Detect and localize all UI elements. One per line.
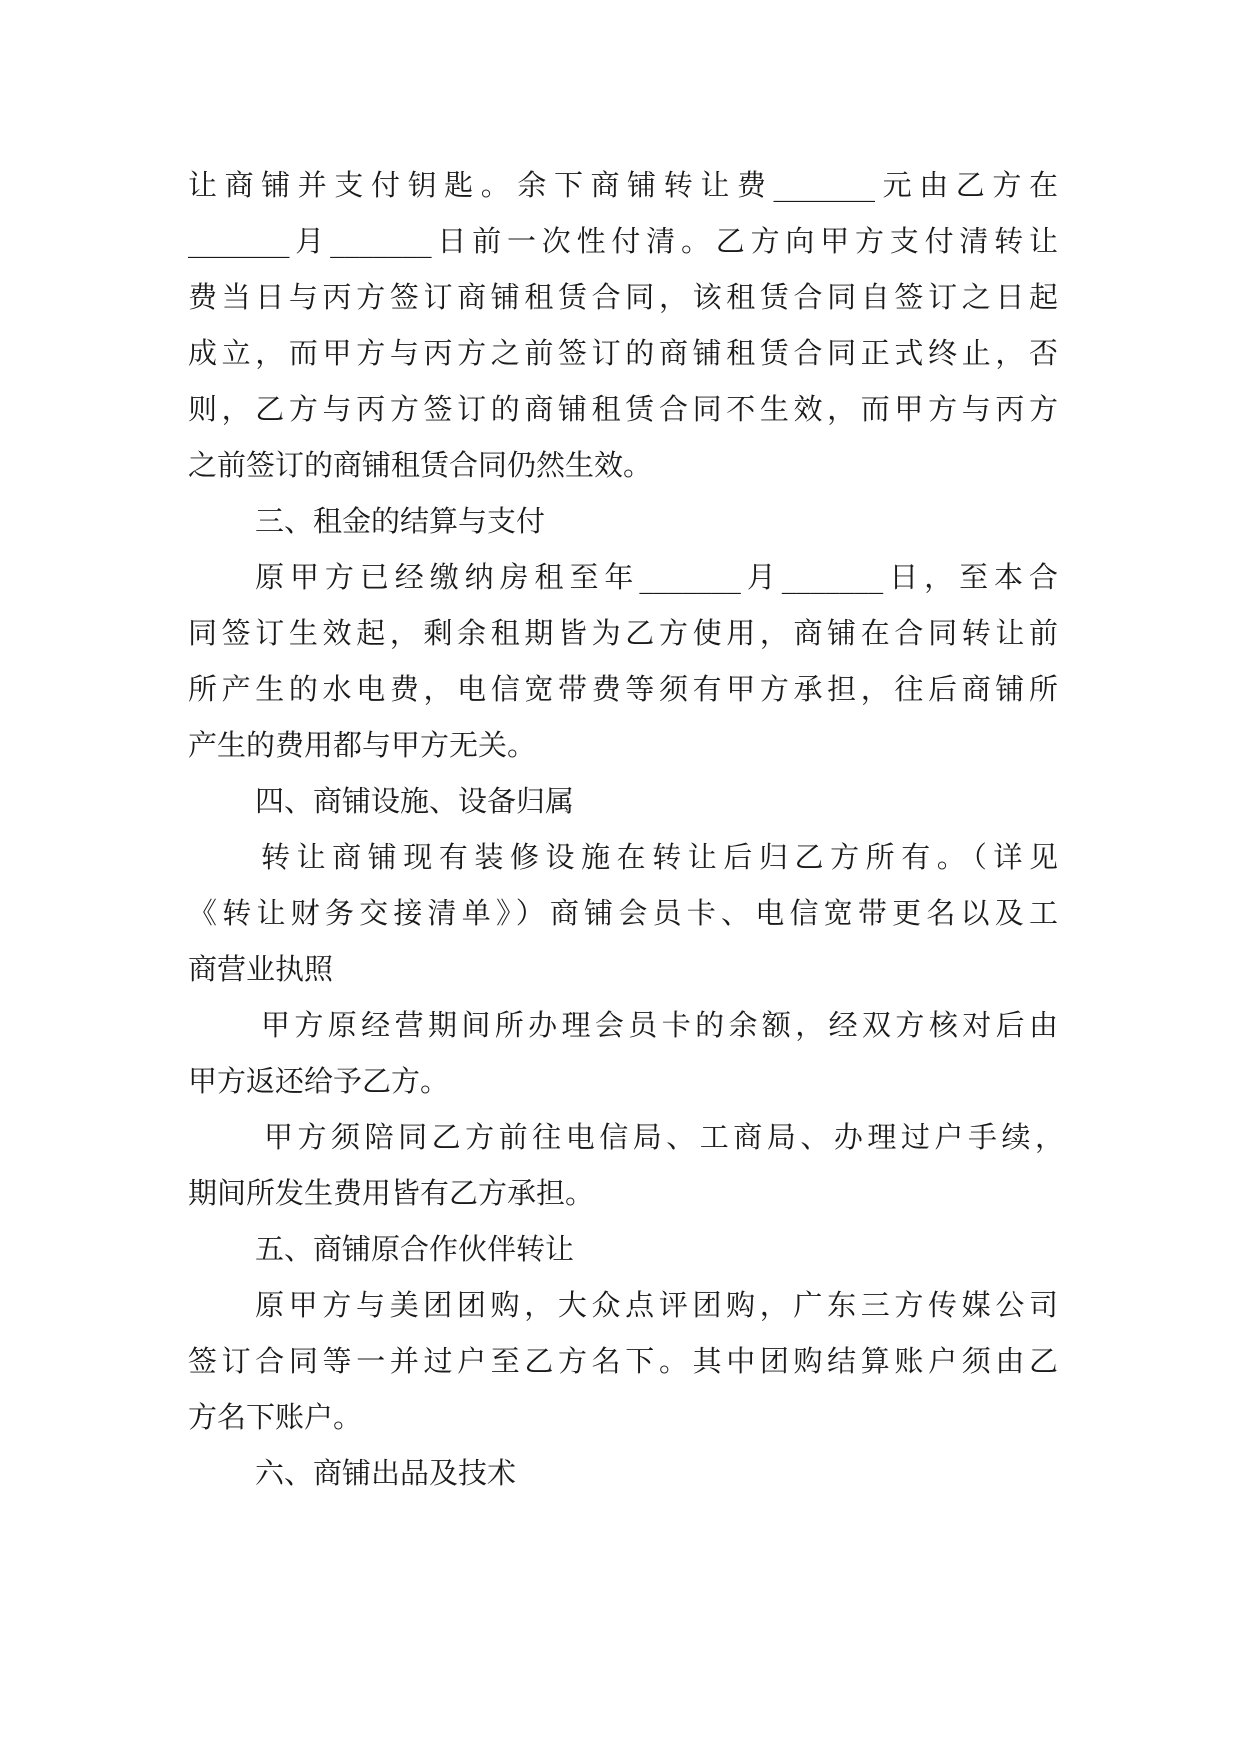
text-line: 商营业执照 [188, 952, 334, 986]
text-line: _______月_______日前一次性付清。乙方向甲方支付清转让 [188, 224, 1058, 258]
text-line: 产生的费用都与甲方无关。 [188, 728, 537, 762]
text-line: 原甲方与美团团购，大众点评团购，广东三方传媒公司 [255, 1288, 1058, 1322]
text-line: 成立，而甲方与丙方之前签订的商铺租赁合同正式终止，否 [188, 336, 1058, 370]
text-line: 甲方须陪同乙方前往电信局、工商局、办理过户手续， [264, 1120, 1064, 1154]
text-line: 转让商铺现有装修设施在转让后归乙方所有。（详见 [261, 840, 1058, 874]
section-heading: 五、商铺原合作伙伴转让 [255, 1232, 575, 1266]
text-line: 方名下账户。 [188, 1400, 363, 1434]
text-line: 甲方返还给予乙方。 [188, 1064, 450, 1098]
text-line: 费当日与丙方签订商铺租赁合同，该租赁合同自签订之日起 [188, 280, 1058, 314]
text-line: 原甲方已经缴纳房租至年_______月_______日，至本合 [255, 560, 1058, 594]
text-line: 同签订生效起，剩余租期皆为乙方使用，商铺在合同转让前 [188, 616, 1058, 650]
text-line: 甲方原经营期间所办理会员卡的余额，经双方核对后由 [261, 1008, 1058, 1042]
text-line: 之前签订的商铺租赁合同仍然生效。 [188, 448, 653, 482]
text-line: 期间所发生费用皆有乙方承担。 [188, 1176, 595, 1210]
text-line: 签订合同等一并过户至乙方名下。其中团购结算账户须由乙 [188, 1344, 1058, 1378]
text-line: 《转让财务交接清单》）商铺会员卡、电信宽带更名以及工 [188, 896, 1058, 930]
section-heading: 四、商铺设施、设备归属 [255, 784, 575, 818]
text-line: 则，乙方与丙方签订的商铺租赁合同不生效，而甲方与丙方 [188, 392, 1058, 426]
text-line: 所产生的水电费，电信宽带费等须有甲方承担，往后商铺所 [188, 672, 1058, 706]
text-line: 让商铺并支付钥匙。余下商铺转让费_______元由乙方在 [188, 168, 1058, 202]
section-heading: 六、商铺出品及技术 [255, 1456, 517, 1490]
section-heading: 三、租金的结算与支付 [255, 504, 546, 538]
